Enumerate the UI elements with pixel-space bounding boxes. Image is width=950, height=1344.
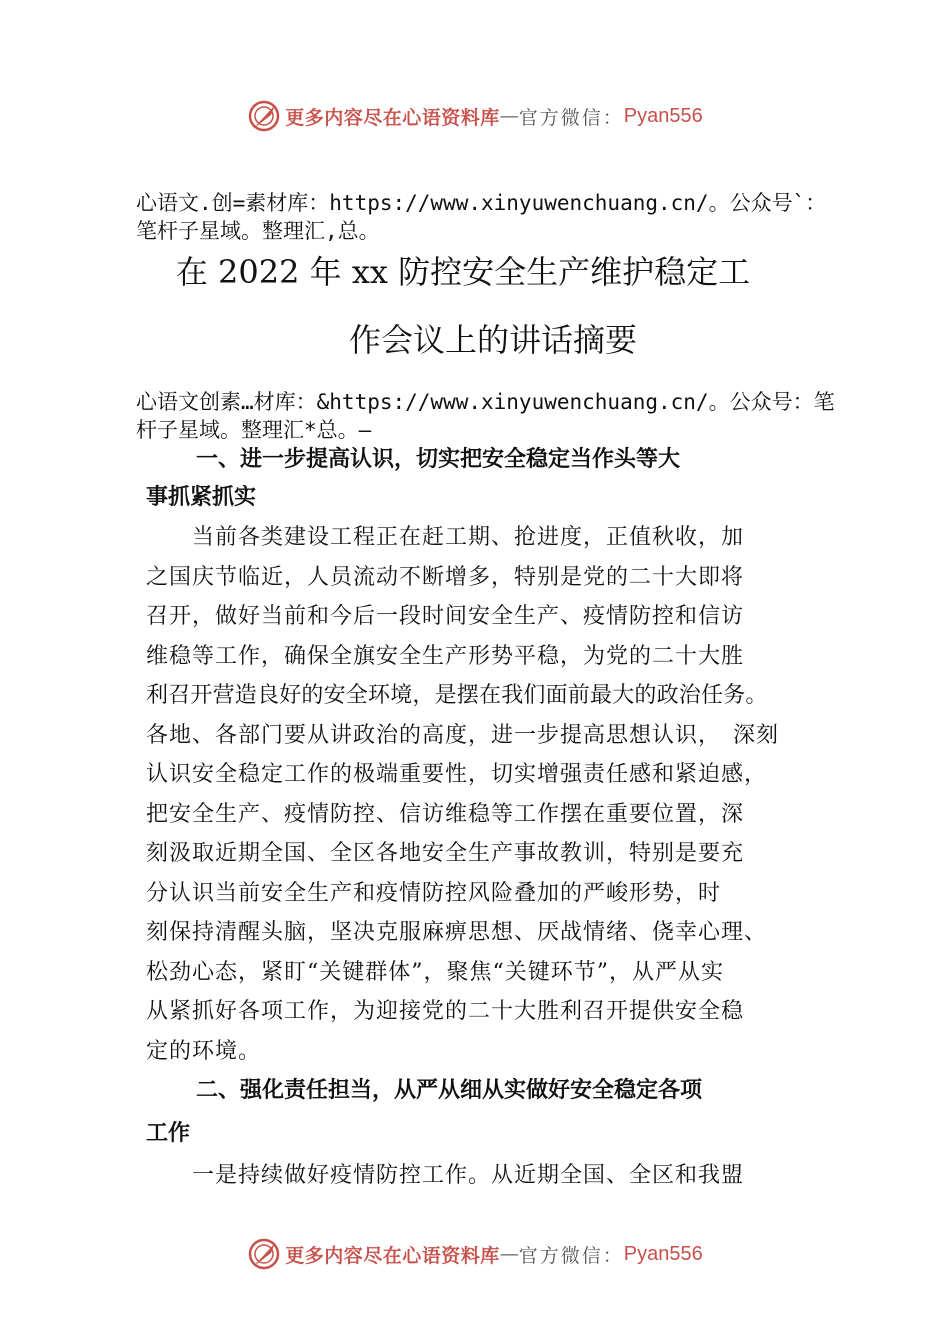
section1-line: 各地、各部门要从讲政治的高度，进一步提高思想认识， 深刻: [146, 723, 780, 748]
banner-wechat-label: 官方微信：: [518, 1244, 624, 1267]
document-title-line1: 在 2022 年 xx 防控安全生产维护稳定工: [175, 253, 751, 291]
section1-line: 维稳等工作，确保全旗安全生产形势平稳，为党的二十大胜: [146, 644, 745, 669]
document-title-line2: 作会议上的讲话摘要: [348, 321, 637, 359]
banner-separator: —: [499, 1243, 519, 1265]
section1-line: 定的环境。: [146, 1039, 262, 1064]
banner-wechat-label: 官方微信：: [518, 106, 624, 129]
section2-heading-line2: 工作: [146, 1121, 191, 1146]
banner-text: 更多内容尽在心语资料库: [285, 1244, 500, 1267]
section1-line: 从紧抓好各项工作，为迎接党的二十大胜利召开提供安全稳: [146, 999, 745, 1024]
footer-banner: [0, 1234, 950, 1274]
section1-line: 认识安全稳定工作的极端重要性，切实增强责任感和紧迫感，: [146, 762, 768, 787]
section1-line: 刻保持清醒头脑，坚决克服麻痹思想、厌战情绪、侥幸心理、: [146, 920, 768, 945]
section1-line: 分认识当前安全生产和疫情防控风险叠加的严峻形势，时: [146, 881, 722, 906]
quill-logo-icon: [247, 1237, 281, 1271]
section1-line: 把安全生产、疫情防控、信访维稳等工作摆在重要位置，深: [146, 802, 745, 827]
section1-line: 当前各类建设工程正在赶工期、抢进度，正值秋收，加: [146, 525, 745, 550]
section2-line: 一是持续做好疫情防控工作。从近期全国、全区和我盟: [146, 1163, 745, 1188]
banner-wechat-id: Pyan556: [623, 1242, 703, 1265]
banner-text: 更多内容尽在心语资料库: [285, 106, 500, 129]
section1-heading-line1: 一、进一步提高认识，切实把安全稳定当作头等大: [196, 447, 681, 472]
section1-line: 利召开营造良好的安全环境，是摆在我们面前最大的政治任务。: [146, 683, 768, 708]
section1-line: 召开，做好当前和今后一段时间安全生产、疫情防控和信访: [146, 604, 745, 629]
banner-wechat-id: Pyan556: [623, 104, 703, 127]
source-note-2: 心语文创素…材库：&https://www.xinyuwenchuang.cn/。公众号：笔杆子星域。整理汇*总。—: [136, 390, 835, 442]
source-note-1: 心语文.创=素材库：https://www.xinyuwenchuang.cn/。公众号`：笔杆子星域。整理汇,总。: [136, 191, 827, 243]
quill-logo-icon: [247, 99, 281, 133]
section1-line: 松劲心态，紧盯“关键群体”，聚焦“关键环节”，从严从实: [146, 960, 724, 985]
section2-heading-line1: 二、强化责任担当，从严从细从实做好安全稳定各项: [196, 1078, 703, 1103]
banner-separator: —: [499, 105, 519, 127]
section1-line: 刻汲取近期全国、全区各地安全生产事故教训，特别是要充: [146, 841, 745, 866]
header-banner: [0, 96, 950, 136]
section1-heading-line2: 事抓紧抓实: [146, 485, 257, 510]
section1-line: 之国庆节临近，人员流动不断增多，特别是党的二十大即将: [146, 565, 745, 590]
